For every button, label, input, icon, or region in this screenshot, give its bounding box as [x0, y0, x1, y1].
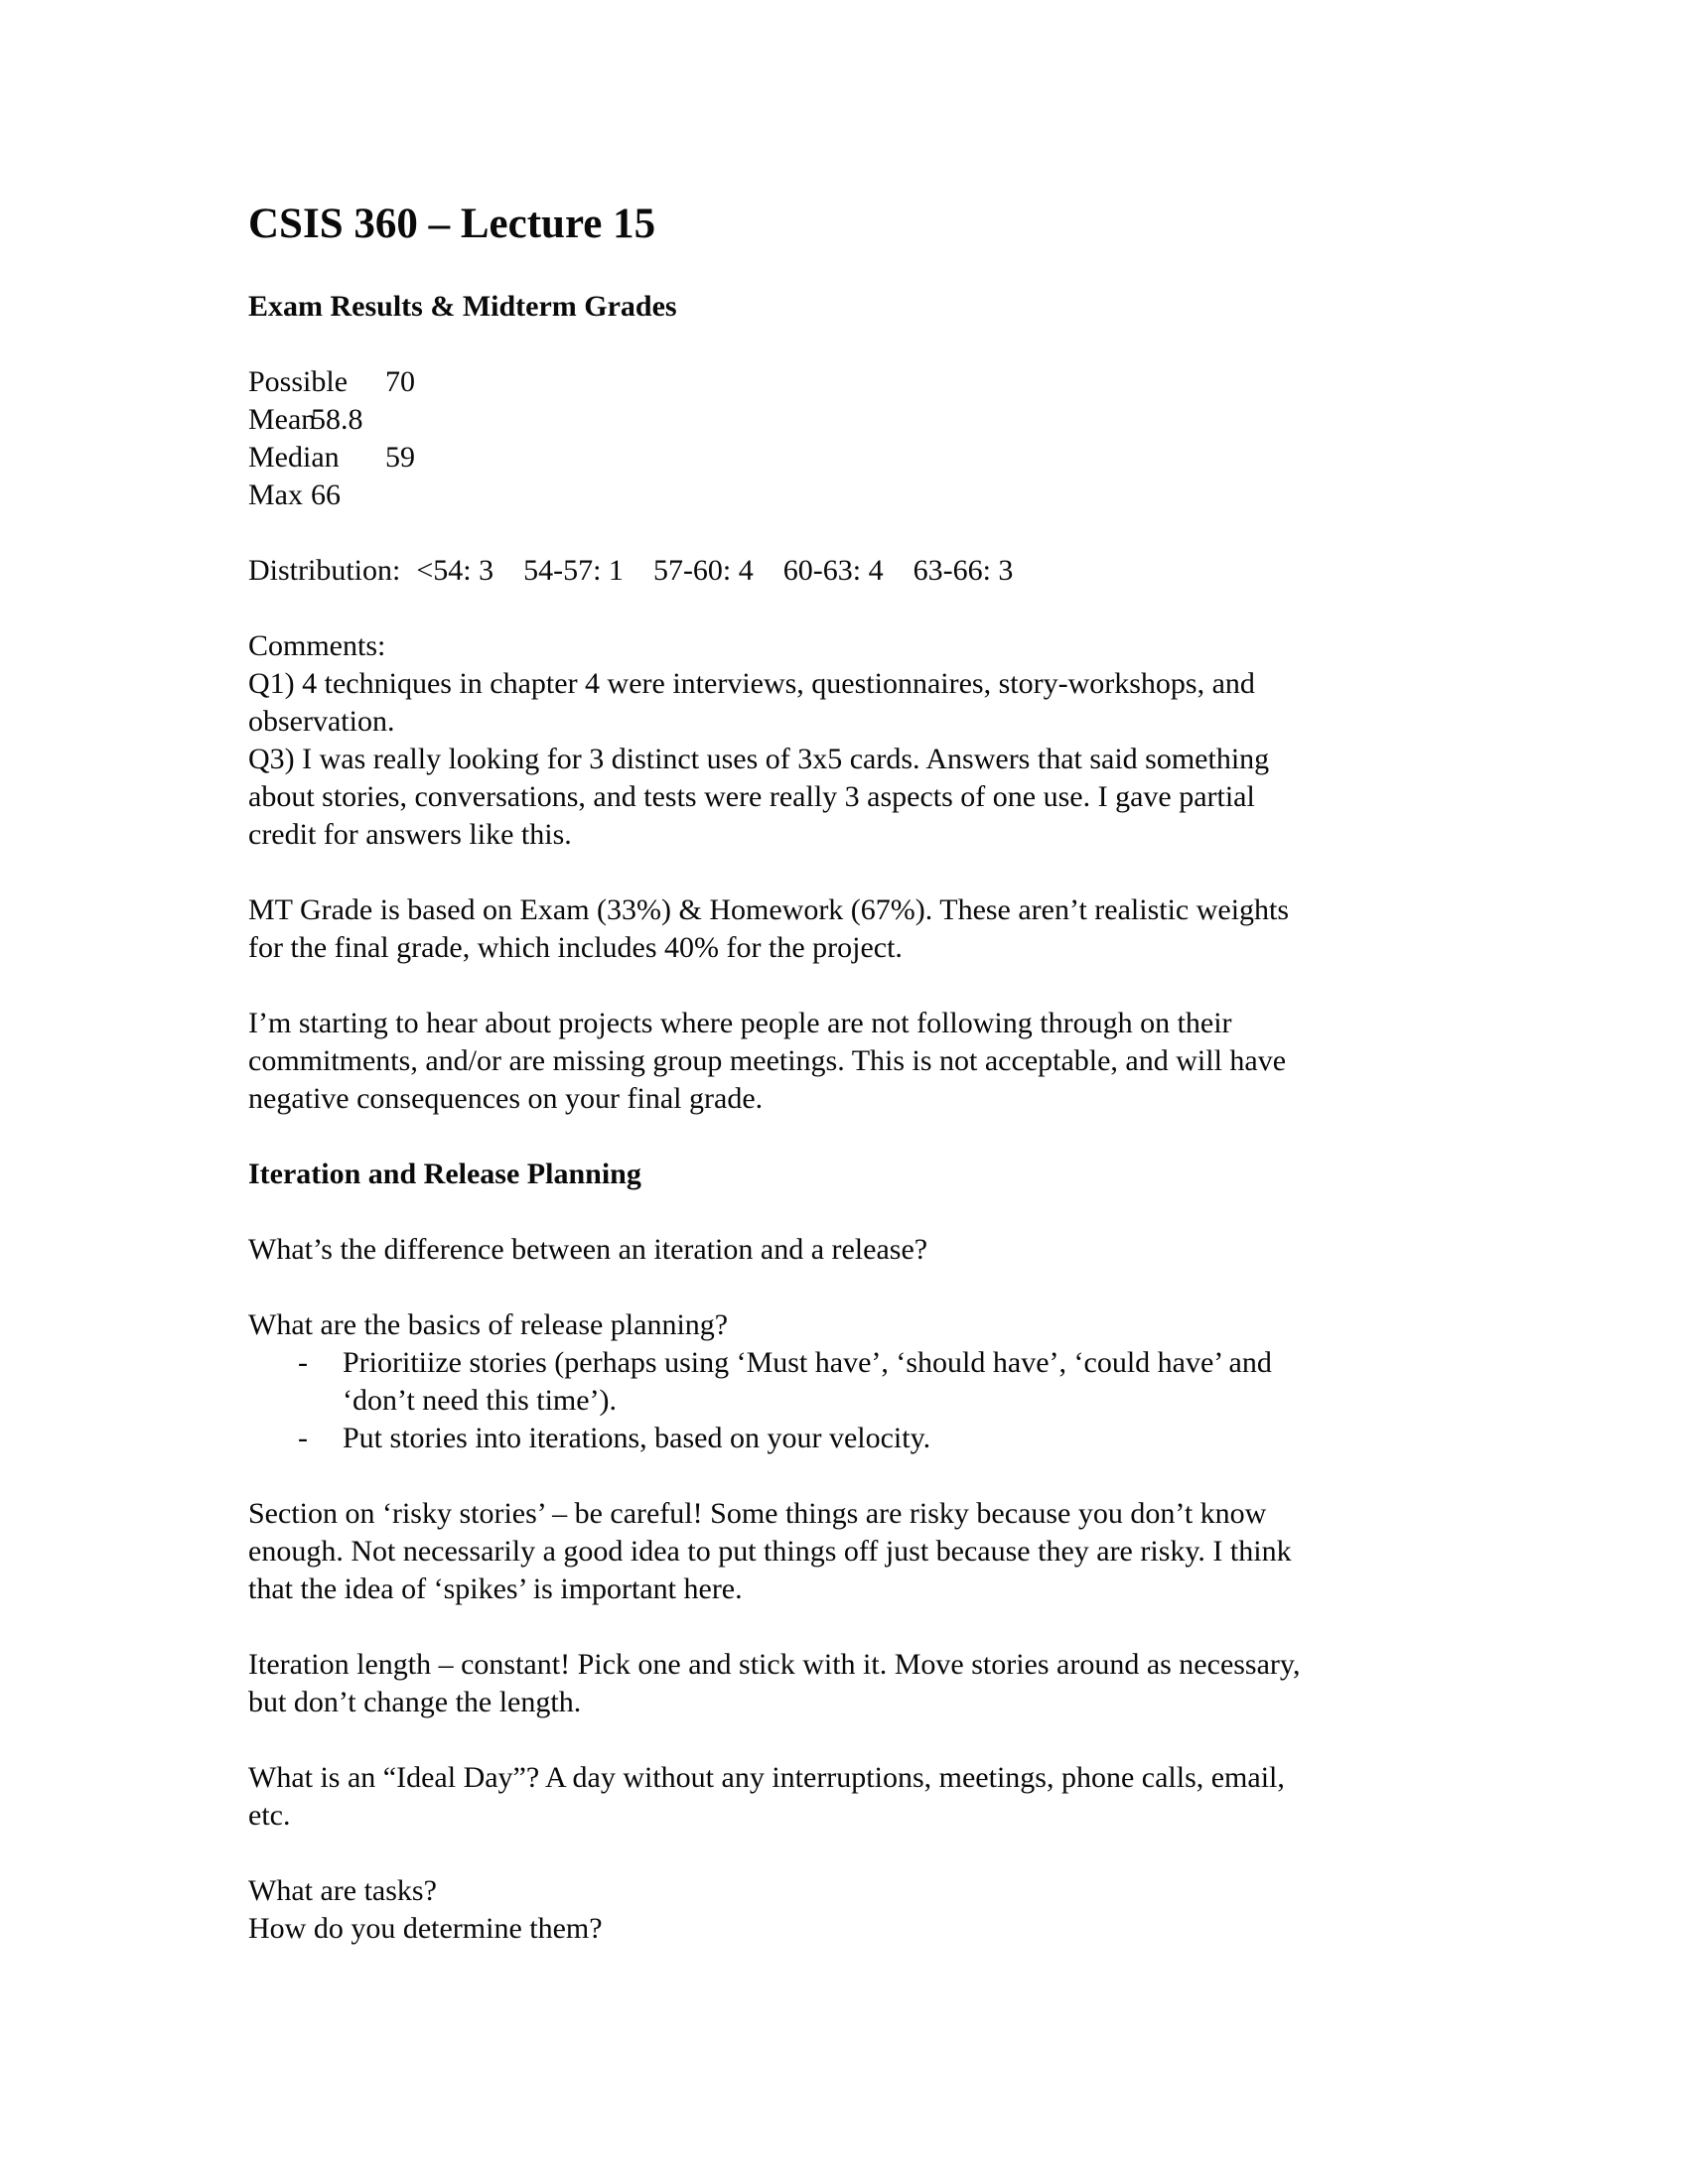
- bullet-item: [248, 1420, 1450, 1457]
- stat-label: Max: [248, 478, 303, 511]
- bullet-item: [248, 1344, 1450, 1420]
- iteration-length-paragraph: [248, 1646, 1450, 1721]
- distribution-bucket: 60-63: 4: [782, 554, 884, 587]
- distribution-line: [248, 552, 1450, 590]
- iteration-planning-heading: Iteration and Release Planning: [248, 1158, 641, 1190]
- basics-intro-line: What are the basics of release planning?: [248, 1308, 729, 1341]
- stat-label: Possible: [248, 365, 349, 398]
- release-planning-basics: [248, 1306, 1450, 1457]
- text-line: Comments:: [248, 629, 386, 662]
- text-line: What is an “Ideal Day”? A day without any interruptions, meetings, phone calls, email,: [248, 1761, 1285, 1794]
- text-line: commitments, and/or are missing group meetings. This is not acceptable, and will have: [248, 1044, 1287, 1077]
- document-content: [248, 199, 1450, 1985]
- text-line: that the idea of ‘spikes’ is important here.: [248, 1572, 743, 1605]
- text-line: Q3) I was really looking for 3 distinct uses of 3x5 cards. Answers that said something: [248, 743, 1270, 775]
- bullet-dash: -: [298, 1422, 308, 1454]
- text-line: What are tasks?: [248, 1874, 437, 1907]
- text-line: Section on ‘risky stories’ – be careful! Some things are risky because you don’t know: [248, 1497, 1267, 1530]
- text-line: etc.: [248, 1799, 291, 1832]
- text-line: for the final grade, which includes 40% for the project.: [248, 931, 903, 964]
- stat-value: 70: [385, 365, 415, 398]
- tasks-questions-paragraph: [248, 1872, 1450, 1948]
- stat-value: 59: [385, 441, 415, 474]
- risky-stories-paragraph: [248, 1495, 1450, 1608]
- text-line: ‘don’t need this time’).: [343, 1384, 618, 1417]
- text-line: MT Grade is based on Exam (33%) & Homework (67%). These aren’t realistic weights: [248, 893, 1290, 926]
- stat-row-median: [248, 439, 1450, 477]
- mt-grade-paragraph: [248, 891, 1450, 967]
- exam-results-heading: Exam Results & Midterm Grades: [248, 290, 677, 323]
- text-line: I’m starting to hear about projects where people are not following through on their: [248, 1007, 1232, 1039]
- projects-warning-paragraph: [248, 1005, 1450, 1118]
- text-line: enough. Not necessarily a good idea to put things off just because they are risky. I think: [248, 1535, 1292, 1568]
- distribution-bucket: 63-66: 3: [913, 554, 1014, 587]
- text-line: about stories, conversations, and tests were really 3 aspects of one use. I gave partial: [248, 780, 1255, 813]
- text-line: negative consequences on your final grade.: [248, 1082, 764, 1115]
- exam-stats-block: [248, 363, 1450, 514]
- text-line: How do you determine them?: [248, 1912, 603, 1945]
- ideal-day-paragraph: [248, 1759, 1450, 1835]
- text-line: observation.: [248, 705, 395, 738]
- stat-label: Mean: [248, 403, 317, 436]
- text-line: Put stories into iterations, based on your velocity.: [343, 1422, 931, 1454]
- bullet-content: [343, 1344, 1450, 1420]
- stat-row-mean: [248, 401, 1450, 439]
- text-line: credit for answers like this.: [248, 818, 572, 851]
- distribution-bucket: 54-57: 1: [523, 554, 624, 587]
- distribution-bucket: <54: 3: [416, 554, 494, 587]
- stat-value: 66: [311, 478, 341, 511]
- text-line: Q1) 4 techniques in chapter 4 were interviews, questionnaires, story-workshops, and: [248, 667, 1255, 700]
- distribution-label: Distribution:: [248, 554, 401, 587]
- stat-label: Median: [248, 441, 340, 474]
- distribution-bucket: 57-60: 4: [652, 554, 754, 587]
- page-title: CSIS 360 – Lecture 15: [248, 201, 656, 247]
- iteration-vs-release-question: What’s the difference between an iteration and a release?: [248, 1233, 928, 1266]
- text-line: Iteration length – constant! Pick one and stick with it. Move stories around as necessary,: [248, 1648, 1301, 1681]
- bullet-dash: -: [298, 1346, 308, 1379]
- stat-row-max: [248, 477, 1450, 514]
- bullet-content: [343, 1420, 1450, 1457]
- text-line: Prioritiize stories (perhaps using ‘Must have’, ‘should have’, ‘could have’ and: [343, 1346, 1272, 1379]
- stat-row-possible: [248, 363, 1450, 401]
- comments-paragraph: [248, 627, 1450, 854]
- text-line: but don’t change the length.: [248, 1686, 582, 1718]
- stat-value: 58.8: [311, 403, 363, 436]
